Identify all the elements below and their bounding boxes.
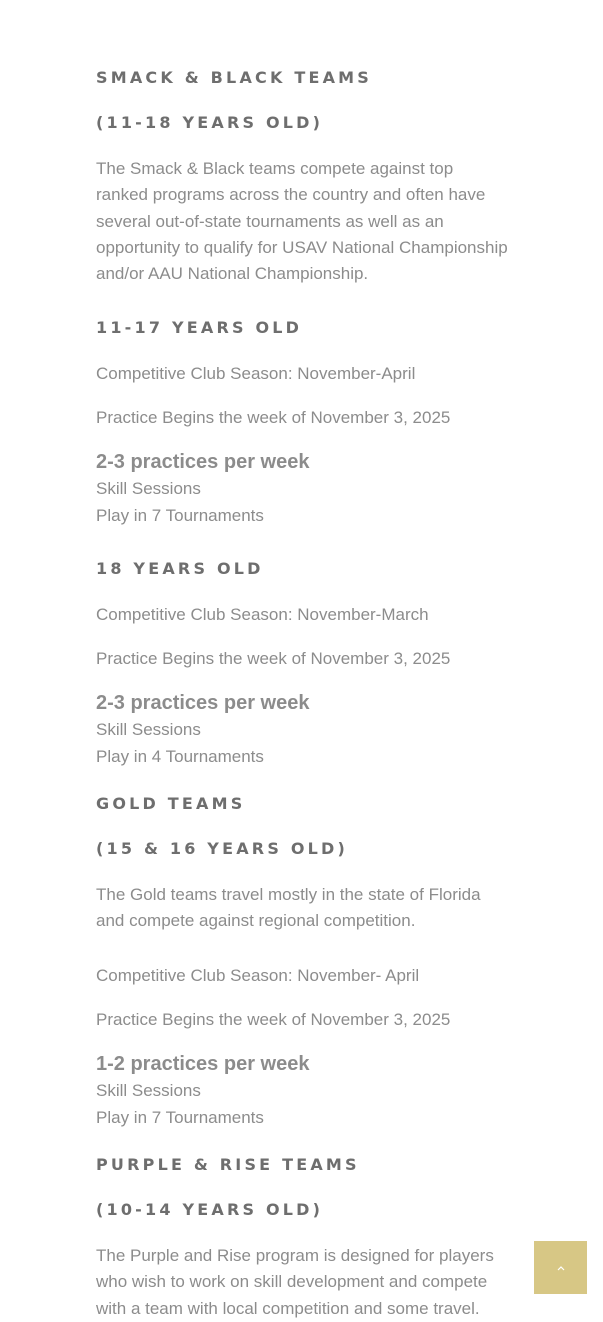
section-title-purple-rise: PURPLE & RISE TEAMS (96, 1155, 360, 1174)
tournaments-gold: Play in 7 Tournaments (96, 1108, 264, 1127)
smack-black-description: The Smack & Black teams compete against top ranked programs across the country and often have several out-of-state tournaments as well as an opportunity to qualify for USAV National Championship and/or AAU National Championship. (96, 159, 508, 284)
skill-sessions-18: Skill Sessions (96, 720, 201, 739)
practice-start-11-17: Practice Begins the week of November 3, 2025 (96, 408, 451, 427)
subheading-18: 18 YEARS OLD (96, 559, 264, 578)
practices-per-week-11-17: 2-3 practices per week (96, 451, 310, 473)
section-title-smack-black: SMACK & BLACK TEAMS (96, 68, 373, 87)
season-gold: Competitive Club Season: November- April (96, 966, 420, 985)
section-ages-purple-rise: (10-14 YEARS OLD) (96, 1200, 324, 1219)
tournaments-11-17: Play in 7 Tournaments (96, 506, 264, 525)
tournaments-18: Play in 4 Tournaments (96, 747, 264, 766)
chevron-up-icon (556, 1265, 566, 1271)
section-ages-gold: (15 & 16 YEARS OLD) (96, 839, 349, 858)
section-title-gold: GOLD TEAMS (96, 794, 246, 813)
purple-rise-description: The Purple and Rise program is designed for players who wish to work on skill development and compete with a team with local competition and some travel. (96, 1246, 494, 1318)
gold-description: The Gold teams travel mostly in the state of Florida and compete against regional competition. (96, 885, 481, 931)
practices-per-week-gold: 1-2 practices per week (96, 1053, 310, 1075)
practice-start-18: Practice Begins the week of November 3, 2025 (96, 649, 451, 668)
season-18: Competitive Club Season: November-March (96, 605, 429, 624)
subheading-11-17: 11-17 YEARS OLD (96, 318, 303, 337)
practices-per-week-18: 2-3 practices per week (96, 692, 310, 714)
skill-sessions-11-17: Skill Sessions (96, 479, 201, 498)
season-11-17: Competitive Club Season: November-April (96, 364, 416, 383)
scroll-to-top-button[interactable] (534, 1241, 587, 1294)
section-ages-smack-black: (11-18 YEARS OLD) (96, 113, 324, 132)
practice-start-gold: Practice Begins the week of November 3, 2025 (96, 1010, 451, 1029)
skill-sessions-gold: Skill Sessions (96, 1081, 201, 1100)
